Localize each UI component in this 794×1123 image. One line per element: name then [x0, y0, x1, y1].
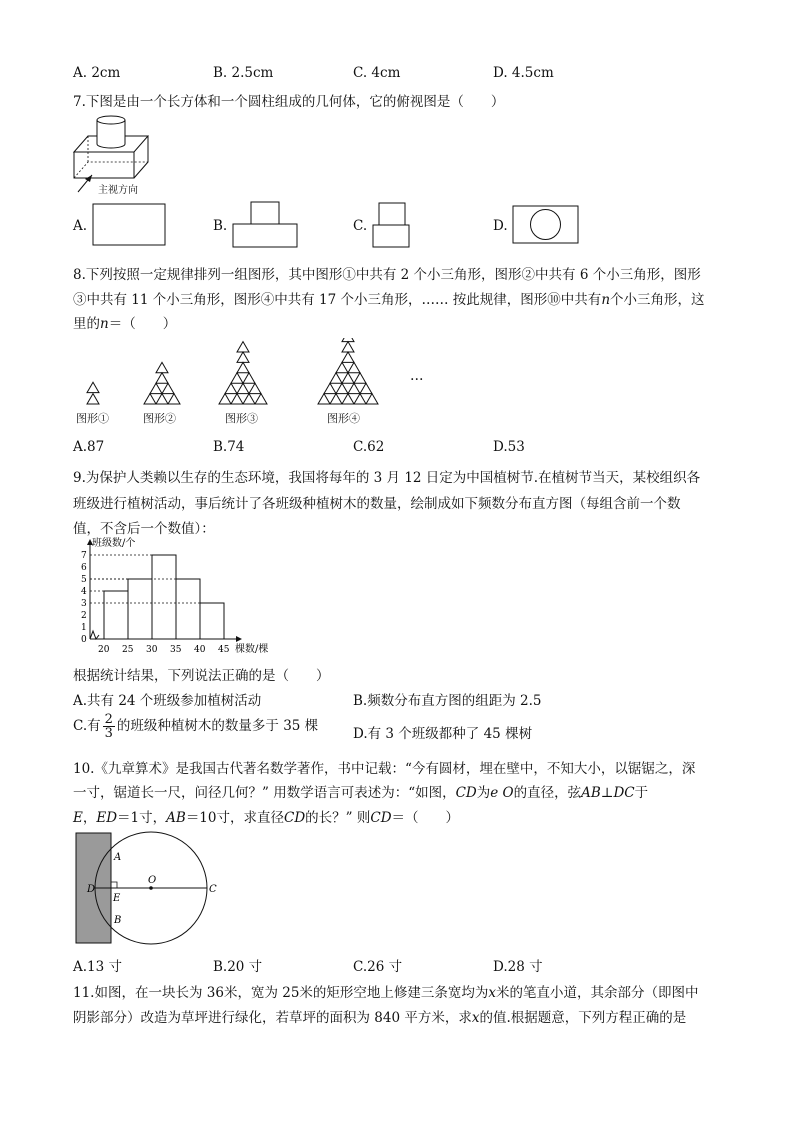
right-angle-mark — [111, 882, 117, 888]
q10-line3: E，ED＝1寸，AB＝10寸，求直径CD的长？” 则CD＝（ ） — [73, 810, 460, 826]
small-triangle — [243, 373, 255, 383]
small-triangle — [255, 394, 267, 404]
y-tick-label: 5 — [81, 575, 87, 585]
q8-figure-label-1: 图形① — [76, 412, 109, 425]
q7-option-b-letter: B. — [213, 218, 228, 234]
small-triangle — [156, 373, 168, 383]
q9-option-d: D.有 3 个班级都种了 45 棵树 — [353, 726, 533, 742]
y-tick-label: 6 — [81, 563, 87, 573]
q8-stem-line3: 里的n＝（ ） — [73, 316, 177, 332]
x-tick-label: 30 — [146, 645, 158, 655]
histogram-bar — [152, 555, 176, 639]
q9-question: 根据统计结果，下列说法正确的是（ ） — [73, 668, 330, 684]
small-triangle — [336, 362, 348, 372]
small-triangle — [360, 383, 372, 393]
small-triangle — [342, 342, 354, 352]
q7-option-c-figure — [370, 200, 414, 250]
small-triangle — [348, 362, 360, 372]
q10-circle-figure — [70, 830, 230, 950]
y-tick-label: 7 — [81, 551, 87, 561]
q7-option-d-letter: D. — [493, 218, 508, 234]
q6-option-c: C. 4cm — [353, 65, 401, 81]
histogram-bar — [128, 579, 152, 639]
small-triangle — [219, 394, 231, 404]
q10-option-c: C.26 寸 — [353, 959, 403, 975]
label-c: C — [209, 884, 217, 895]
small-triangle — [249, 383, 261, 393]
label-b: B — [114, 915, 122, 926]
small-triangle — [237, 342, 249, 352]
small-triangle — [87, 382, 99, 392]
small-triangle — [342, 373, 354, 383]
small-triangle — [318, 394, 330, 404]
q8-figure-label-4: 图形④ — [327, 412, 360, 425]
q11-line1: 11.如图，在一块长为 36米，宽为 25米的矩形空地上修建三条宽均为x米的笔直小道，其余部分（即图中 — [73, 985, 699, 1001]
small-triangle — [324, 383, 336, 393]
q8-figure-label-3: 图形③ — [225, 412, 258, 425]
small-triangle — [162, 383, 174, 393]
x-tick-label: 40 — [194, 645, 206, 655]
small-triangle — [237, 352, 249, 362]
small-triangle — [330, 394, 342, 404]
q6-option-b: B. 2.5cm — [213, 65, 274, 81]
x-axis-arrow — [236, 636, 242, 642]
q8-option-b: B.74 — [213, 439, 245, 455]
small-triangle — [330, 373, 342, 383]
q7-option-b-figure — [230, 200, 302, 250]
q8-option-d: D.53 — [493, 439, 525, 455]
q8-triangle-figures — [80, 338, 440, 410]
q8-stem-line1: 8.下列按照一定规律排列一组图形，其中图形①中共有 2 个小三角形，图形②中共有 6 个小三角形，图形 — [73, 267, 701, 283]
q7-option-d-figure — [510, 203, 582, 247]
small-triangle — [342, 394, 354, 404]
histogram-x-label: 棵数/棵 — [235, 644, 269, 655]
small-triangle — [366, 394, 378, 404]
q9-option-a: A.共有 24 个班级参加植树活动 — [73, 693, 262, 709]
q7-option-a-letter: A. — [73, 218, 88, 234]
q8-option-a: A.87 — [73, 439, 105, 455]
q11-line2: 阴影部分）改造为草坪进行绿化，若草坪的面积为 840 平方米，求x的值.根据题意，下列方程正确的是 — [73, 1010, 687, 1026]
label-o: O — [148, 875, 157, 886]
q8-figure-label-2: 图形② — [143, 412, 176, 425]
histogram-bar — [200, 603, 224, 639]
label-a: A — [114, 852, 122, 863]
q7-option-a-figure — [90, 202, 170, 248]
histogram-bar — [176, 579, 200, 639]
q9-stem-line1: 9.为保护人类赖以生存的生态环境，我国将每年的 3 月 12 日定为中国植树节.在植树节当天，某校组织各 — [73, 470, 701, 486]
y-tick-label: 4 — [81, 587, 87, 597]
q9-option-c: C.有 $\frac{2}{3}$ 的班级种植树木的数量多于 35 棵 — [73, 712, 319, 741]
center-dot — [149, 886, 153, 890]
small-triangle — [336, 383, 348, 393]
q9-option-b: B.频数分布直方图的组距为 2.5 — [353, 693, 542, 709]
x-tick-label: 45 — [218, 645, 230, 655]
histogram-y-label: 班级数/个 — [92, 538, 136, 549]
small-triangle — [231, 394, 243, 404]
small-triangle — [168, 394, 180, 404]
x-tick-label: 35 — [170, 645, 182, 655]
small-triangle — [156, 394, 168, 404]
small-triangle — [144, 394, 156, 404]
axis-break — [90, 631, 99, 639]
q10-option-a: A.13 寸 — [73, 959, 123, 975]
y-tick-label: 1 — [81, 623, 87, 633]
small-triangle — [225, 383, 237, 393]
q7-option-c-letter: C. — [353, 218, 368, 234]
y-tick-label: 0 — [81, 635, 87, 645]
q9-histogram — [66, 535, 296, 660]
q10-option-d: D.28 寸 — [493, 959, 543, 975]
q6-option-d: D. 4.5cm — [493, 65, 554, 81]
q7-stem: 7.下图是由一个长方体和一个圆柱组成的几何体，它的俯视图是（ ） — [73, 94, 505, 110]
y-tick-label: 3 — [81, 599, 87, 609]
q6-option-a: A. 2cm — [73, 65, 121, 81]
small-triangle — [231, 373, 243, 383]
label-e: E — [113, 893, 121, 904]
x-tick-label: 20 — [98, 645, 110, 655]
q8-option-c: C.62 — [353, 439, 385, 455]
small-triangle — [354, 394, 366, 404]
q8-ellipsis: … — [410, 368, 424, 384]
small-triangle — [348, 383, 360, 393]
y-tick-label: 2 — [81, 611, 87, 621]
small-triangle — [150, 383, 162, 393]
small-triangle — [243, 394, 255, 404]
fraction-two-thirds: $\frac{2}{3}$ — [104, 712, 113, 741]
histogram-bar — [104, 591, 128, 639]
label-d: D — [87, 884, 96, 895]
small-triangle — [237, 362, 249, 372]
q9-stem-line3: 值，不含后一个数值）： — [73, 521, 215, 537]
q10-option-b: B.20 寸 — [213, 959, 263, 975]
small-triangle — [342, 352, 354, 362]
small-triangle — [354, 373, 366, 383]
x-tick-label: 25 — [122, 645, 134, 655]
small-triangle — [87, 394, 99, 404]
q10-line1: 10.《九章算术》是我国古代著名数学著作，书中记载：“今有圆材，埋在壁中，不知大小，以锯锯之，深 — [73, 761, 696, 777]
small-triangle — [156, 362, 168, 372]
q9-stem-line2: 班级进行植树活动，事后统计了各班级种植树木的数量，绘制成如下频数分布直方图（每组含前一个数 — [73, 496, 681, 512]
q7-direction-label: 主视方向 — [98, 185, 138, 196]
small-triangle — [237, 383, 249, 393]
q8-stem-line2: ③中共有 11 个小三角形，图形④中共有 17 个小三角形，…… 按此规律，图形⑩中共有n个小三角形，这 — [73, 292, 705, 308]
q10-line2: 一寸，锯道长一尺，问径几何？” 用数学语言可表述为：“如图，CD为e O的直径，弦AB⊥DC于 — [73, 785, 649, 801]
